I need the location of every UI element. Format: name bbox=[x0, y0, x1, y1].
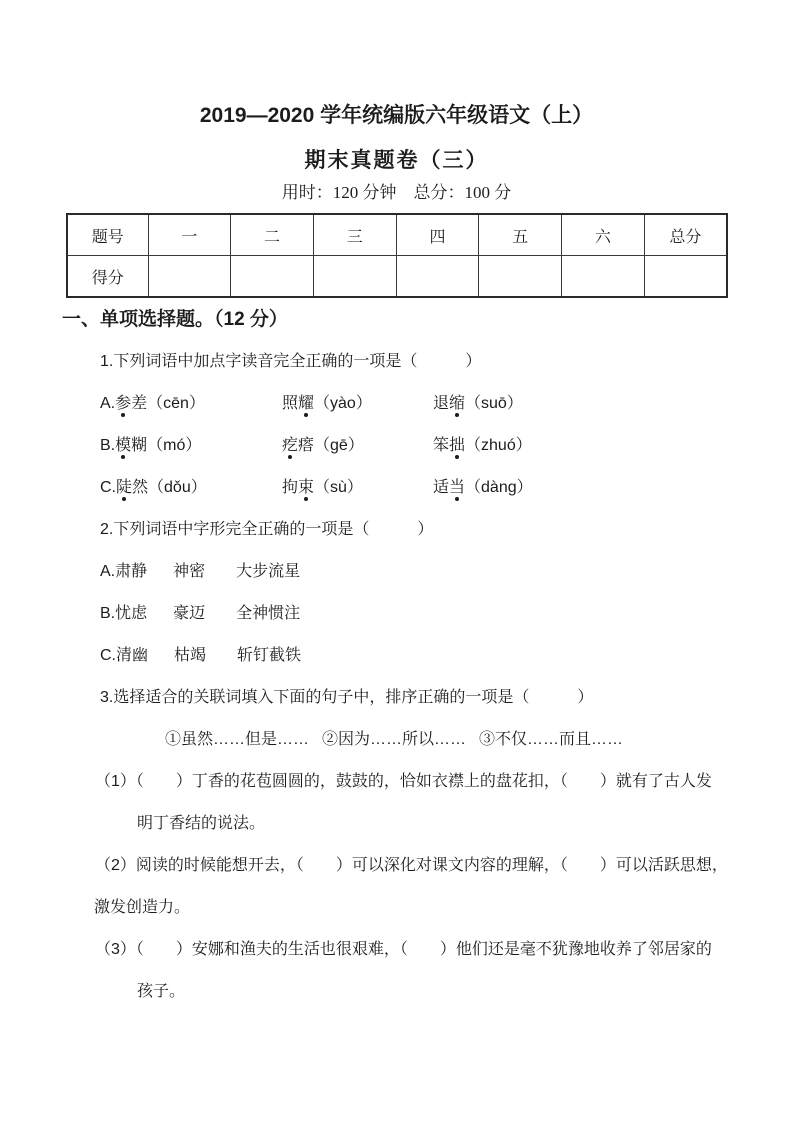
score-row-label: 得分 bbox=[67, 256, 148, 298]
score-table-header-row bbox=[67, 214, 727, 256]
score-cell bbox=[313, 256, 396, 298]
option-label: B. bbox=[100, 437, 116, 454]
dotted-char: 疙 bbox=[282, 437, 299, 454]
q3-sentence-2-line-1: （2）阅读的时候能想开去，（ ）可以深化对课文内容的理解，（ ）可以活跃思想， bbox=[95, 857, 728, 874]
q1-option-a bbox=[100, 383, 742, 425]
q1-c-word-3 bbox=[433, 467, 742, 509]
q1-c-word-1 bbox=[100, 467, 282, 509]
q1-c-word-2 bbox=[282, 467, 433, 509]
dotted-char: 缩 bbox=[449, 395, 466, 412]
score-cell bbox=[231, 256, 314, 298]
q1-option-c bbox=[100, 467, 742, 509]
score-col-header: 三 bbox=[313, 214, 396, 256]
word: 忧虑 bbox=[115, 605, 148, 622]
word: 神密 bbox=[173, 563, 206, 580]
word: 豪迈 bbox=[173, 605, 206, 622]
q1-a-word-2 bbox=[282, 383, 433, 425]
exam-body bbox=[62, 299, 742, 1013]
exam-subtitle: 期末真题卷（三） bbox=[304, 149, 489, 172]
pinyin: （cēn） bbox=[147, 395, 205, 412]
question-3-text: 3.选择适合的关联词填入下面的句子中，排序正确的一项是（ ） bbox=[100, 689, 594, 706]
dotted-char: 当 bbox=[449, 479, 466, 496]
score-cell bbox=[148, 256, 231, 298]
option-label: A. bbox=[100, 395, 116, 412]
q1-b-word-3 bbox=[433, 425, 742, 467]
score-col-header: 六 bbox=[562, 214, 645, 256]
dotted-char: 参 bbox=[115, 395, 132, 412]
score-cell bbox=[396, 256, 479, 298]
dotted-char: 模 bbox=[115, 437, 132, 454]
pinyin: （suō） bbox=[465, 395, 523, 412]
score-col-header: 总分 bbox=[644, 214, 727, 256]
q3-sentence-3-line-1: （3）（ ）安娜和渔夫的生活也很艰难，（ ）他们还是毫不犹豫地收养了邻居家的 bbox=[95, 941, 712, 958]
q1-a-word-3 bbox=[433, 383, 742, 425]
pinyin: （zhuó） bbox=[465, 437, 532, 454]
word-post: 然 bbox=[132, 479, 149, 496]
pinyin: （yào） bbox=[314, 395, 372, 412]
pinyin: （gē） bbox=[314, 437, 364, 454]
score-col-header: 题号 bbox=[67, 214, 148, 256]
connective-option-2: ②因为……所以…… bbox=[322, 731, 467, 748]
word-post: 差 bbox=[131, 395, 148, 412]
word: 大步流星 bbox=[236, 563, 301, 580]
word: 斩钉截铁 bbox=[237, 647, 302, 664]
word: 清幽 bbox=[116, 647, 149, 664]
word-pre: 拘 bbox=[282, 479, 299, 496]
question-1-text: 1.下列词语中加点字读音完全正确的一项是（ ） bbox=[100, 353, 482, 370]
word: 枯竭 bbox=[174, 647, 207, 664]
word: 全神惯注 bbox=[236, 605, 301, 622]
option-label: C. bbox=[100, 647, 116, 664]
score-cell bbox=[644, 256, 727, 298]
dotted-char: 耀 bbox=[298, 395, 315, 412]
q2-option-c bbox=[100, 635, 742, 677]
pinyin: （mó） bbox=[147, 437, 202, 454]
score-col-header: 四 bbox=[396, 214, 479, 256]
dotted-char: 陡 bbox=[116, 479, 133, 496]
score-cell bbox=[479, 256, 562, 298]
q2-option-b bbox=[100, 593, 742, 635]
option-label: C. bbox=[100, 479, 116, 496]
pinyin: （dàng） bbox=[465, 479, 533, 496]
score-col-header: 一 bbox=[148, 214, 231, 256]
exam-meta: 用时：120 分钟 总分：100 分 bbox=[281, 183, 512, 202]
q3-sentence-3-line-2: 孩子。 bbox=[137, 983, 186, 1000]
dotted-char: 束 bbox=[298, 479, 315, 496]
score-table bbox=[66, 213, 728, 298]
pinyin: （sù） bbox=[314, 479, 363, 496]
score-cell bbox=[562, 256, 645, 298]
q1-option-b bbox=[100, 425, 742, 467]
exam-header bbox=[0, 102, 793, 204]
q1-a-word-1 bbox=[100, 383, 282, 425]
q1-b-word-2 bbox=[282, 425, 433, 467]
q2-option-a bbox=[100, 551, 742, 593]
section1-heading: 一、单项选择题。（12 分） bbox=[62, 309, 288, 330]
option-label: B. bbox=[100, 605, 116, 622]
dotted-char: 拙 bbox=[449, 437, 466, 454]
q3-connectives bbox=[165, 719, 742, 761]
q3-sentence-1-line-1: （1）（ ）丁香的花苞圆圆的，鼓鼓的，恰如衣襟上的盘花扣，（ ）就有了古人发 bbox=[95, 773, 712, 790]
question-2-text: 2.下列词语中字形完全正确的一项是（ ） bbox=[100, 521, 434, 538]
word-pre: 照 bbox=[282, 395, 299, 412]
word-pre: 适 bbox=[433, 479, 450, 496]
q3-sentence-2-line-2: 激发创造力。 bbox=[94, 899, 191, 916]
score-table-score-row bbox=[67, 256, 727, 298]
word-post: 糊 bbox=[131, 437, 148, 454]
word-pre: 退 bbox=[433, 395, 450, 412]
option-label: A. bbox=[100, 563, 116, 580]
exam-title: 2019—2020 学年统编版六年级语文（上） bbox=[199, 104, 594, 127]
word-post: 瘩 bbox=[298, 437, 315, 454]
score-col-header: 五 bbox=[479, 214, 562, 256]
connective-option-3: ③不仅……而且…… bbox=[479, 731, 624, 748]
q1-b-word-1 bbox=[100, 425, 282, 467]
pinyin: （dǒu） bbox=[148, 479, 207, 496]
word: 肃静 bbox=[115, 563, 148, 580]
score-col-header: 二 bbox=[231, 214, 314, 256]
connective-option-1: ①虽然……但是…… bbox=[165, 731, 310, 748]
word-pre: 笨 bbox=[433, 437, 450, 454]
q3-sentence-1-line-2: 明丁香结的说法。 bbox=[137, 815, 266, 832]
